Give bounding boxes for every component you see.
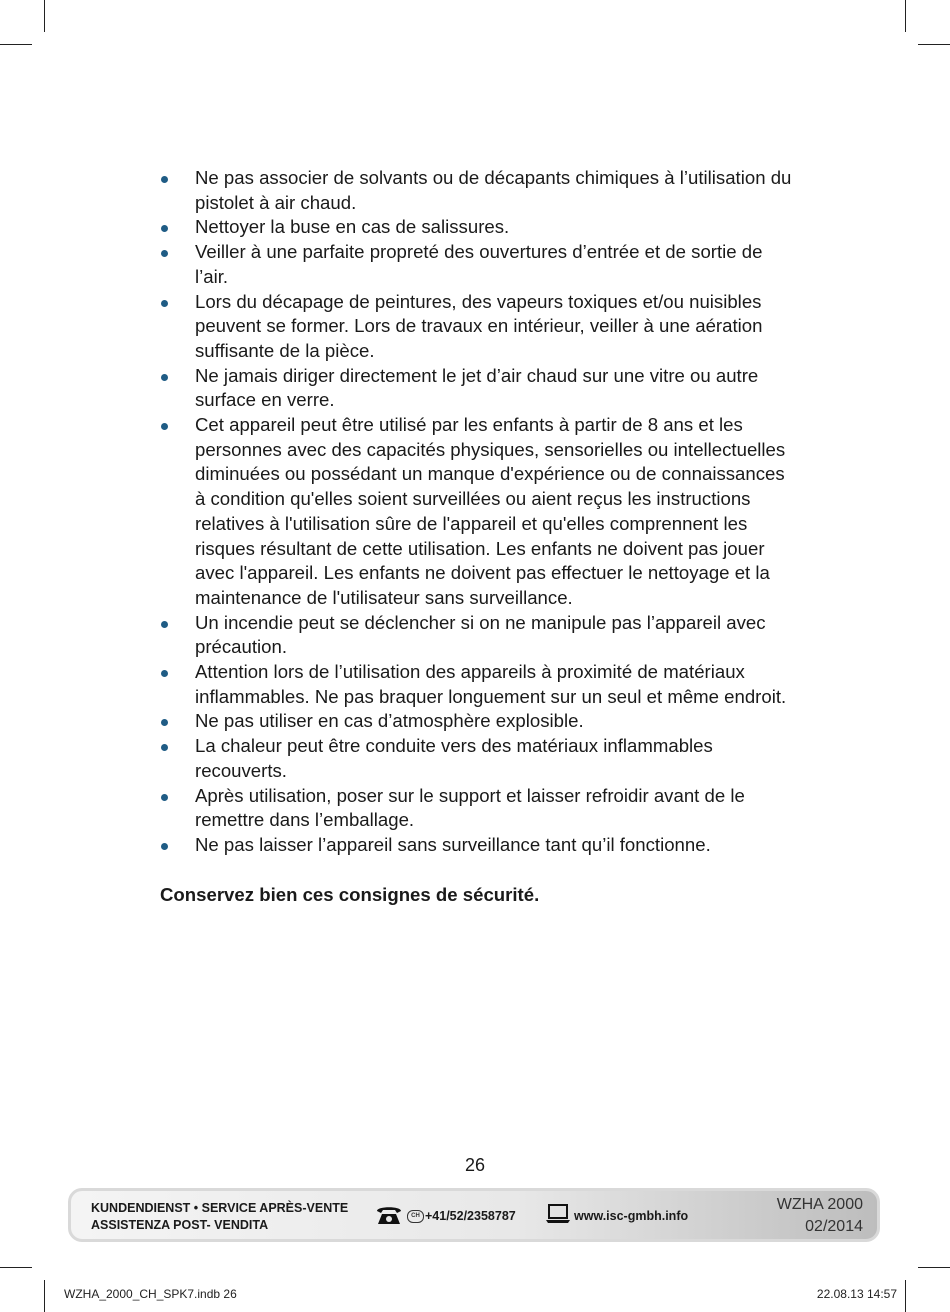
bullet-list xyxy=(160,166,800,858)
crop-mark xyxy=(44,0,45,32)
crop-mark xyxy=(0,44,32,45)
service-line-1: KUNDENDIENST • SERVICE APRÈS-VENTE xyxy=(91,1201,349,1215)
bullet-icon xyxy=(161,300,168,307)
list-item-text: Après utilisation, poser sur le support et laisser refroidir avant de le remettre dans l’emballage. xyxy=(195,784,745,831)
bullet-icon xyxy=(161,719,168,726)
list-item xyxy=(160,215,800,240)
service-line-2: ASSISTENZA POST- VENDITA xyxy=(91,1218,269,1232)
bullet-icon xyxy=(161,744,168,751)
crop-mark xyxy=(918,1267,950,1268)
model-name: WZHA 2000 xyxy=(776,1196,863,1213)
bullet-icon xyxy=(161,423,168,430)
list-item xyxy=(160,290,800,364)
list-item-text: Cet appareil peut être utilisé par les enfants à partir de 8 ans et les personnes avec des capacités physiques, sensorielles ou intellectuelles diminuées ou possédant un manque d'expérience ou de connaissances à condition qu'elles soient surveillées ou aient reçus les instructions relatives à l'utilisation sûre de l'appareil et qu'elles comprennent les risques résultant de cette utilisation. Les enfants ne doivent pas jouer avec l'appareil. Les enfants ne doivent pas effectuer le nettoyage et la maintenance de l'utilisateur sans surveillance. xyxy=(195,414,786,608)
service-footer xyxy=(68,1188,880,1242)
safety-instructions xyxy=(160,166,800,906)
list-item-text: Ne pas associer de solvants ou de décapants chimiques à l’utilisation du pistolet à air chaud. xyxy=(195,167,792,213)
list-item xyxy=(160,413,800,611)
phone-number[interactable]: +41/52/2358787 xyxy=(425,1209,516,1223)
crop-mark xyxy=(905,0,906,32)
bullet-icon xyxy=(161,794,168,801)
list-item xyxy=(160,240,800,289)
list-item-text: Attention lors de l’utilisation des appareils à proximité de matériaux inflammables. Ne pas braquer longuement sur un seul et même endroit. xyxy=(195,661,787,707)
list-item-text: Ne pas laisser l’appareil sans surveillance tant qu’il fonctionne. xyxy=(195,833,711,855)
bullet-icon xyxy=(161,621,168,628)
page-number: 26 xyxy=(464,1155,486,1175)
list-item-text: Veiller à une parfaite propreté des ouvertures d’entrée et de sortie de l’air. xyxy=(195,241,763,287)
crop-mark xyxy=(905,1280,906,1312)
country-code-badge: CH xyxy=(407,1210,424,1223)
laptop-icon xyxy=(545,1203,571,1225)
list-item xyxy=(160,734,800,783)
bullet-icon xyxy=(161,374,168,381)
bullet-icon xyxy=(161,670,168,677)
closing-statement: Conservez bien ces consignes de sécurité. xyxy=(160,883,540,905)
list-item xyxy=(160,364,800,413)
crop-mark xyxy=(0,1267,32,1268)
list-item xyxy=(160,660,800,709)
list-item-text: Lors du décapage de peintures, des vapeurs toxiques et/ou nuisibles peuvent se former. Lors de travaux en intérieur, veiller à une aération suffisante de la pièce. xyxy=(195,290,763,361)
website-link[interactable]: www.isc-gmbh.info xyxy=(574,1209,689,1223)
service-label xyxy=(91,1200,348,1234)
list-item xyxy=(160,833,800,858)
list-item-text: Un incendie peut se déclencher si on ne manipule pas l’appareil avec précaution. xyxy=(195,611,766,658)
bullet-icon xyxy=(161,225,168,232)
model-info xyxy=(777,1194,863,1238)
bullet-icon xyxy=(161,176,168,183)
print-slug-file: WZHA_2000_CH_SPK7.indb 26 xyxy=(64,1287,237,1301)
bullet-icon xyxy=(161,250,168,257)
bullet-icon xyxy=(161,843,168,850)
list-item-text: Ne pas utiliser en cas d’atmosphère explosible. xyxy=(195,710,584,732)
list-item xyxy=(160,709,800,734)
telephone-icon xyxy=(375,1203,403,1227)
print-slug-timestamp: 22.08.13 14:57 xyxy=(816,1287,897,1301)
list-item-text: Ne jamais diriger directement le jet d’air chaud sur une vitre ou autre surface en verre. xyxy=(195,364,759,411)
crop-mark xyxy=(44,1280,45,1312)
list-item-text: Nettoyer la buse en cas de salissures. xyxy=(195,216,510,238)
crop-mark xyxy=(918,44,950,45)
model-date: 02/2014 xyxy=(805,1218,863,1235)
list-item xyxy=(160,166,800,215)
list-item xyxy=(160,784,800,833)
list-item-text: La chaleur peut être conduite vers des matériaux inflammables recouverts. xyxy=(195,735,713,781)
list-item xyxy=(160,611,800,660)
